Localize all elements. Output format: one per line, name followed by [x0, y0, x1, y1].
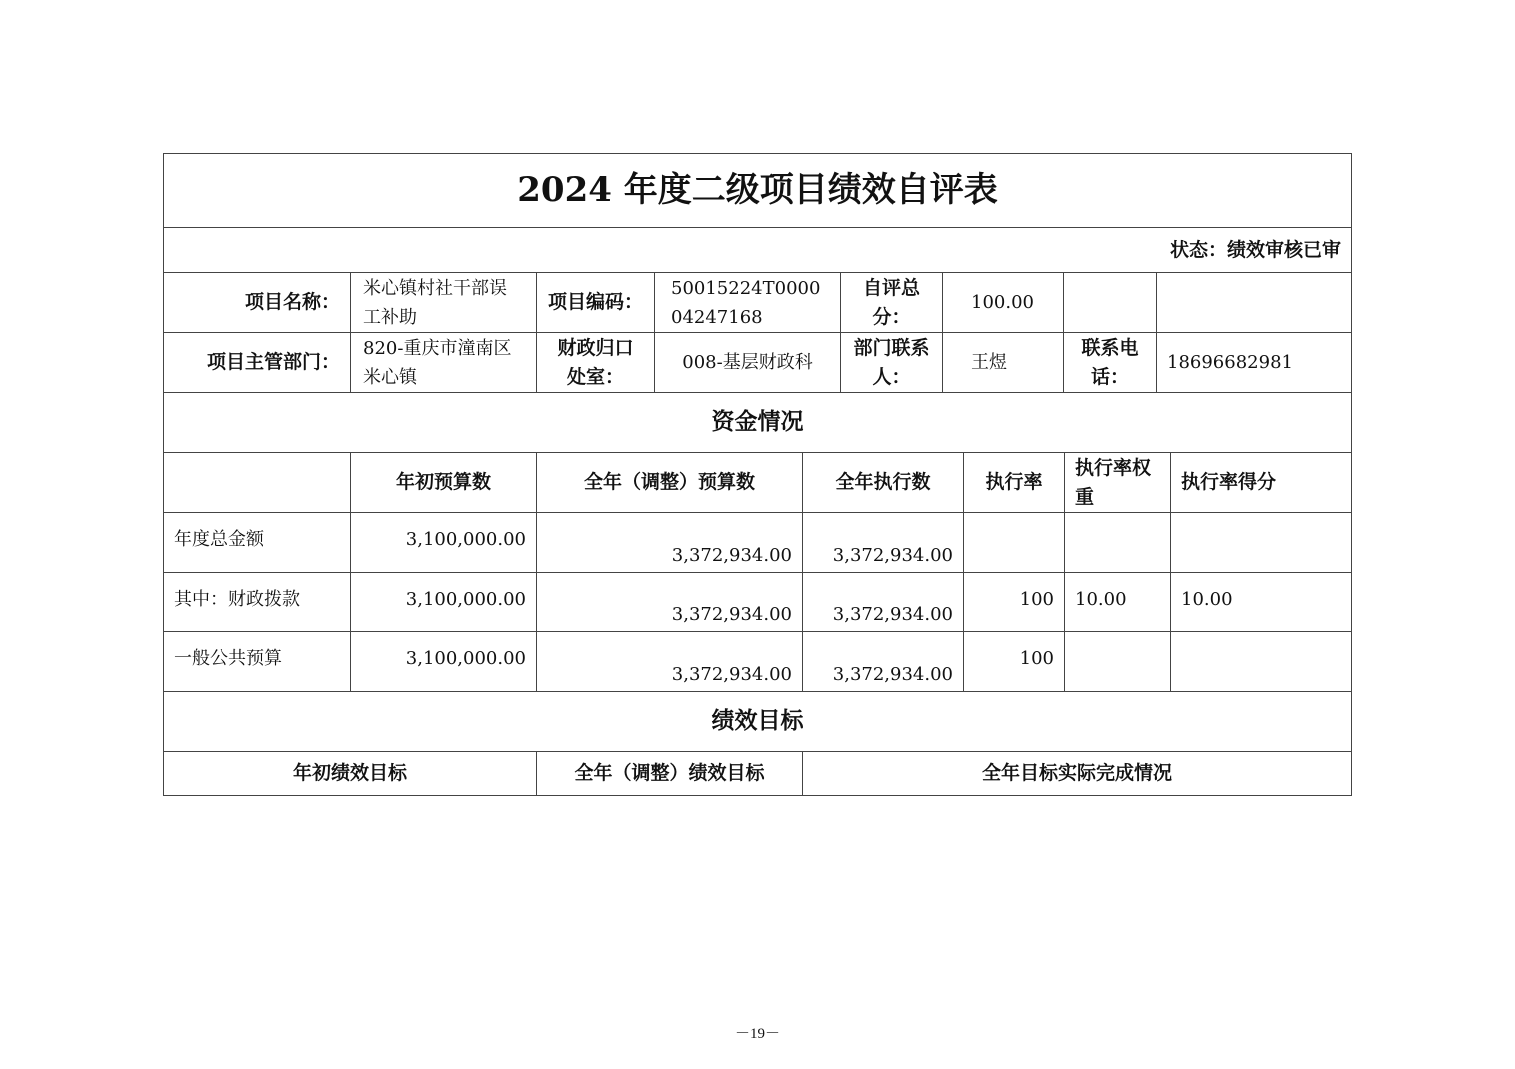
project-code-label: 项目编码： [547, 291, 643, 313]
table-cell-weight: 10.00 [1075, 589, 1127, 610]
table-cell-executed: 3,372,934.00 [832, 545, 953, 566]
table-row-label: 年度总金额 [174, 529, 264, 550]
table-cell-initial: 3,100,000.00 [405, 529, 526, 550]
table-cell-weight [1065, 513, 1170, 572]
header-execution-rate: 执行率 [985, 471, 1043, 493]
project-code-value: 50015224T000004247168 [671, 277, 821, 328]
project-name-label: 项目名称： [244, 291, 340, 313]
table-cell-rate: 100 [1019, 589, 1054, 610]
finance-office-value: 008-基层财政科 [682, 352, 813, 373]
contact-value: 王煜 [971, 352, 1007, 373]
table-cell-score: 10.00 [1181, 589, 1233, 610]
table-cell-adjusted: 3,372,934.00 [671, 664, 792, 685]
header-executed: 全年执行数 [835, 471, 931, 493]
goals-section-title: 绩效目标 [711, 708, 804, 734]
funds-section-title: 资金情况 [711, 409, 804, 435]
dept-value: 820-重庆市潼南区米心镇 [363, 337, 512, 388]
dept-label: 项目主管部门： [206, 351, 340, 373]
table-cell-executed: 3,372,934.00 [832, 604, 953, 625]
table-cell-adjusted: 3,372,934.00 [671, 604, 792, 625]
performance-evaluation-table [163, 153, 1352, 796]
table-cell-weight [1065, 632, 1170, 691]
header-rate-weight: 执行率权重 [1075, 456, 1152, 508]
score-value: 100.00 [971, 292, 1034, 313]
status-text: 状态：绩效审核已审 [1169, 238, 1341, 261]
project-name-value: 米心镇村社干部误工补助 [363, 277, 507, 328]
table-cell-executed: 3,372,934.00 [832, 664, 953, 685]
header-rate-score: 执行率得分 [1181, 471, 1277, 493]
table-cell-initial: 3,100,000.00 [405, 648, 526, 669]
header-adjusted-goals: 全年（调整）绩效目标 [574, 762, 765, 784]
table-cell-rate [964, 513, 1064, 572]
header-initial-budget: 年初预算数 [395, 471, 491, 493]
phone-label: 联系电话： [1081, 336, 1139, 388]
table-row-label: 其中：财政拨款 [174, 589, 300, 610]
table-cell-score [1171, 632, 1351, 691]
header-initial-goals: 年初绩效目标 [292, 762, 407, 784]
score-label: 自评总分： [862, 276, 920, 328]
finance-office-label: 财政归口处室： [557, 336, 634, 388]
contact-label: 部门联系人： [853, 336, 930, 388]
page-title: 2024 年度二级项目绩效自评表 [517, 170, 998, 210]
table-cell-rate: 100 [1019, 648, 1054, 669]
header-adjusted-budget: 全年（调整）预算数 [583, 471, 755, 493]
phone-value: 18696682981 [1167, 352, 1293, 373]
table-cell-initial: 3,100,000.00 [405, 589, 526, 610]
table-cell-adjusted: 3,372,934.00 [671, 545, 792, 566]
header-goal-completion: 全年目标实际完成情况 [981, 762, 1172, 784]
page-number: －19－ [734, 1026, 780, 1042]
table-row-label: 一般公共预算 [174, 648, 282, 669]
table-cell-score [1171, 513, 1351, 572]
